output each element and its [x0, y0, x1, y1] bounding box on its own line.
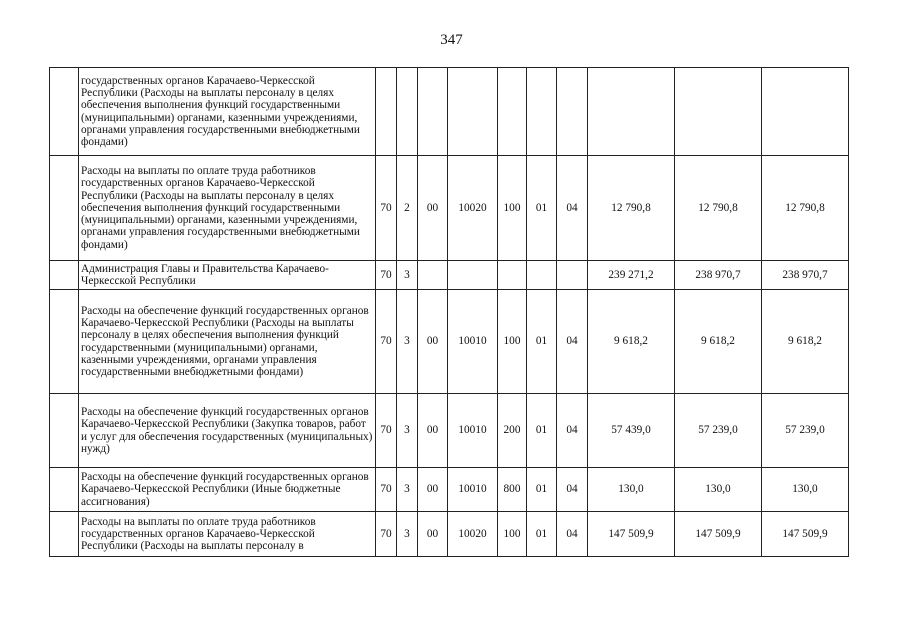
blank-cell [50, 290, 79, 394]
code-cell: 100 [498, 156, 527, 261]
code-cell: 00 [418, 512, 448, 557]
table-row [50, 156, 849, 261]
amount-cell: 9 618,2 [588, 290, 675, 394]
table-row [50, 512, 849, 557]
budget-table [49, 67, 849, 557]
code-cell [557, 261, 588, 290]
code-cell: 70 [376, 394, 397, 468]
code-cell [448, 68, 498, 156]
table-row [50, 290, 849, 394]
amount-cell: 57 239,0 [675, 394, 762, 468]
amount-cell: 147 509,9 [762, 512, 849, 557]
blank-cell [50, 468, 79, 512]
code-cell: 70 [376, 290, 397, 394]
row-name: Расходы на обеспечение функций государственных органов Карачаево-Черкесской Республики (Закупка товаров, работ и услуг для обеспечения государственных (муниципальных) нужд) [79, 394, 376, 468]
blank-cell [50, 512, 79, 557]
code-cell: 3 [397, 290, 418, 394]
code-cell: 10020 [448, 512, 498, 557]
code-cell: 04 [557, 512, 588, 557]
amount-cell: 57 239,0 [762, 394, 849, 468]
amount-cell: 130,0 [588, 468, 675, 512]
row-name: государственных органов Карачаево-Черкесской Республики (Расходы на выплаты персоналу в целях обеспечения выполнения функций государственными (муниципальными) органами, казенными учреждениями, органами управления государственными внебюджетными фондами) [79, 68, 376, 156]
row-name: Расходы на обеспечение функций государственных органов Карачаево-Черкесской Республики (Иные бюджетные ассигнования) [79, 468, 376, 512]
code-cell: 01 [527, 290, 557, 394]
amount-cell: 12 790,8 [762, 156, 849, 261]
amount-cell: 12 790,8 [675, 156, 762, 261]
code-cell: 70 [376, 468, 397, 512]
code-cell: 3 [397, 394, 418, 468]
code-cell: 00 [418, 290, 448, 394]
code-cell [397, 68, 418, 156]
amount-cell [675, 68, 762, 156]
code-cell: 10020 [448, 156, 498, 261]
table-row [50, 68, 849, 156]
code-cell: 100 [498, 512, 527, 557]
blank-cell [50, 394, 79, 468]
code-cell: 04 [557, 468, 588, 512]
table-row [50, 468, 849, 512]
row-name: Расходы на выплаты по оплате труда работников государственных органов Карачаево-Черкесской Республики (Расходы на выплаты персоналу в целях обеспечения выполнения функций государственными (муниципальными) органами, казенными учреждениями, органами управления государственными внебюджетными фондами) [79, 156, 376, 261]
page-number: 347 [440, 32, 463, 48]
code-cell [527, 68, 557, 156]
amount-cell: 12 790,8 [588, 156, 675, 261]
amount-cell: 9 618,2 [675, 290, 762, 394]
blank-cell [50, 156, 79, 261]
code-cell: 70 [376, 512, 397, 557]
code-cell: 00 [418, 156, 448, 261]
amount-cell: 238 970,7 [675, 261, 762, 290]
amount-cell: 9 618,2 [762, 290, 849, 394]
row-name: Расходы на обеспечение функций государственных органов Карачаево-Черкесской Республики (Расходы на выплаты персоналу в целях обеспечения выполнения функций государственными (муниципальными) органами, казенными учреждениями, органами управления государственными внебюджетными фондами) [79, 290, 376, 394]
code-cell: 10010 [448, 468, 498, 512]
blank-cell [50, 68, 79, 156]
code-cell: 04 [557, 156, 588, 261]
code-cell [557, 68, 588, 156]
code-cell: 70 [376, 156, 397, 261]
code-cell: 10010 [448, 290, 498, 394]
amount-cell: 57 439,0 [588, 394, 675, 468]
code-cell [418, 261, 448, 290]
code-cell: 800 [498, 468, 527, 512]
code-cell: 01 [527, 394, 557, 468]
code-cell: 00 [418, 394, 448, 468]
amount-cell: 238 970,7 [762, 261, 849, 290]
code-cell: 3 [397, 512, 418, 557]
amount-cell [588, 68, 675, 156]
code-cell: 01 [527, 156, 557, 261]
code-cell: 3 [397, 261, 418, 290]
table-row [50, 261, 849, 290]
code-cell: 200 [498, 394, 527, 468]
amount-cell: 130,0 [762, 468, 849, 512]
code-cell [376, 68, 397, 156]
row-name: Администрация Главы и Правительства Карачаево-Черкесской Республики [79, 261, 376, 290]
code-cell: 01 [527, 468, 557, 512]
code-cell [418, 68, 448, 156]
code-cell [448, 261, 498, 290]
code-cell: 04 [557, 394, 588, 468]
code-cell: 00 [418, 468, 448, 512]
code-cell: 2 [397, 156, 418, 261]
code-cell: 70 [376, 261, 397, 290]
code-cell: 100 [498, 290, 527, 394]
amount-cell [762, 68, 849, 156]
amount-cell: 147 509,9 [675, 512, 762, 557]
code-cell: 01 [527, 512, 557, 557]
code-cell: 04 [557, 290, 588, 394]
code-cell [498, 68, 527, 156]
code-cell [527, 261, 557, 290]
blank-cell [50, 261, 79, 290]
table-row [50, 394, 849, 468]
code-cell: 3 [397, 468, 418, 512]
amount-cell: 147 509,9 [588, 512, 675, 557]
code-cell: 10010 [448, 394, 498, 468]
amount-cell: 239 271,2 [588, 261, 675, 290]
amount-cell: 130,0 [675, 468, 762, 512]
code-cell [498, 261, 527, 290]
row-name: Расходы на выплаты по оплате труда работников государственных органов Карачаево-Черкесской Республики (Расходы на выплаты персоналу в [79, 512, 376, 557]
